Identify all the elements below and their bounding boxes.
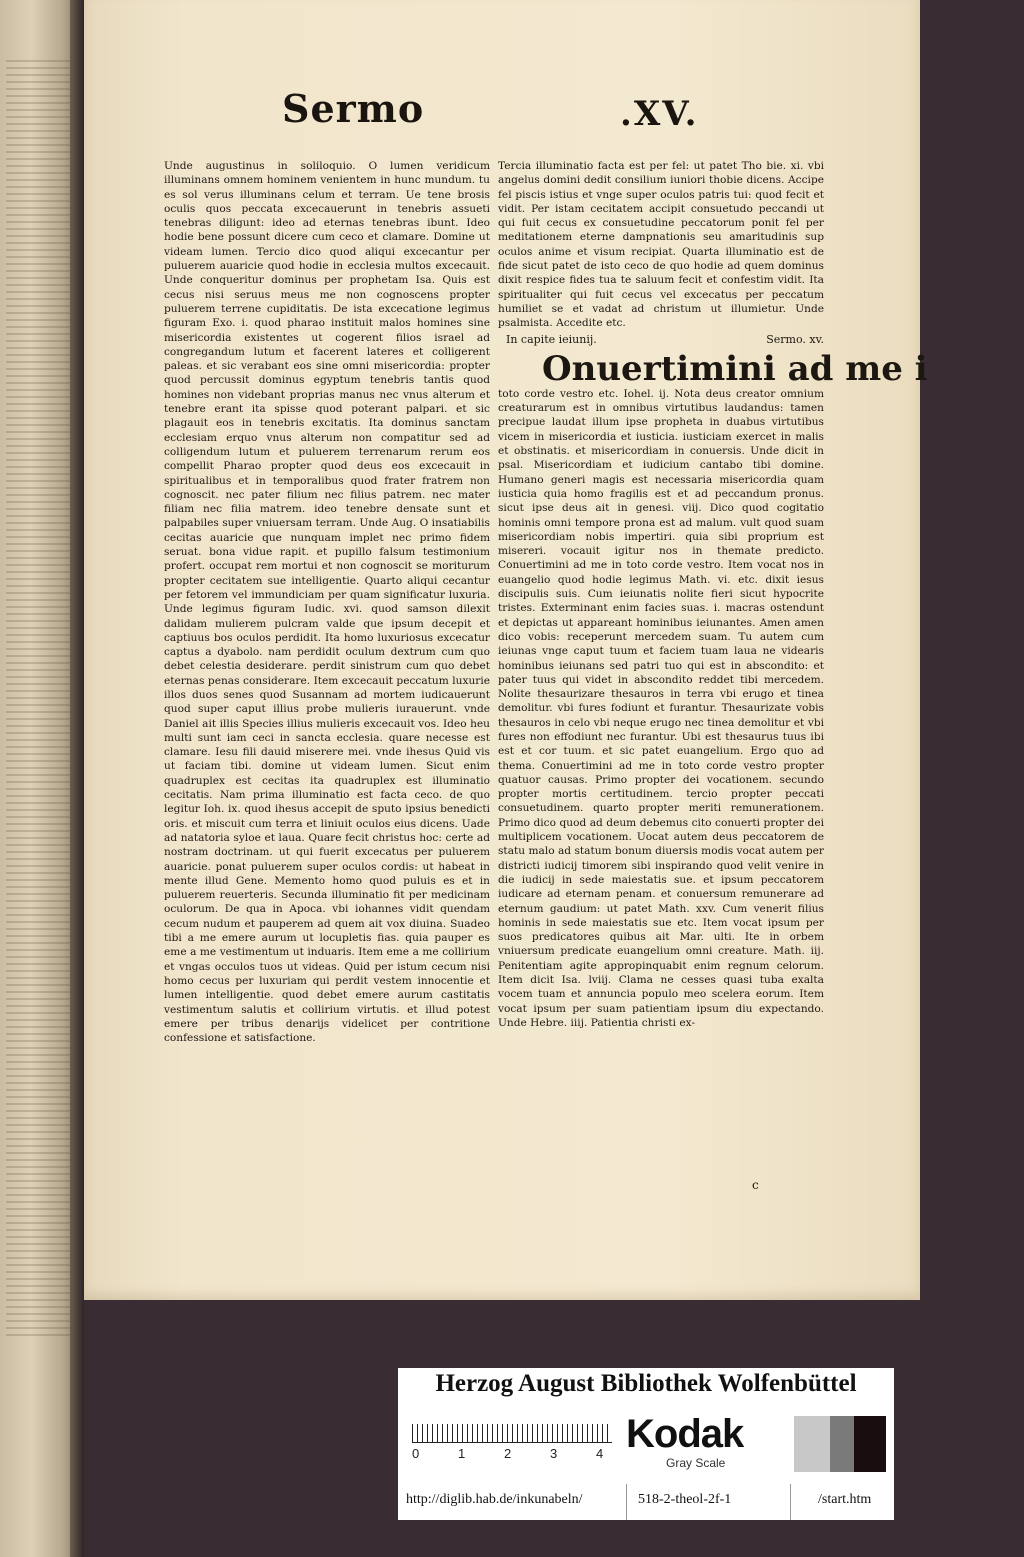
book-gutter xyxy=(70,0,84,1557)
ruler-number: 1 xyxy=(458,1446,466,1461)
ruler-number: 4 xyxy=(596,1446,604,1461)
library-name: Herzog August Bibliothek Wolfenbüttel xyxy=(435,1370,857,1397)
gray-patch-mid xyxy=(830,1416,854,1472)
color-target-card xyxy=(398,1368,894,1520)
sermon-incipit: Onuertimini ad me i xyxy=(542,348,928,389)
scale-ruler xyxy=(412,1414,612,1443)
ruler-number: 0 xyxy=(412,1446,420,1461)
running-head-right: .XV. xyxy=(620,94,699,134)
facing-page-edge xyxy=(0,0,78,1557)
facing-page-text xyxy=(6,60,70,1340)
gray-scale-label: Gray Scale xyxy=(666,1456,726,1470)
divider xyxy=(626,1484,627,1520)
shelfmark: 518-2-theol-2f-1 xyxy=(638,1492,732,1507)
sermon-heading xyxy=(506,333,824,347)
divider xyxy=(790,1484,791,1520)
start-page-path: /start.htm xyxy=(818,1492,872,1507)
sermon-occasion: In capite ieiunij. xyxy=(506,332,597,346)
gray-patch-light xyxy=(794,1416,830,1472)
text-column-left xyxy=(164,159,490,1181)
sermon-number: Sermo. xv. xyxy=(766,332,824,346)
gray-patch-dark xyxy=(854,1416,886,1472)
right-column-body-text: toto corde vestro etc. Iohel. ij. Nota deus creator omnium creaturarum est in omnibus virtutibus laudandus: tamen precipue laudat illum ipse propheta in duabus virtutibus vicem in misericordia et iusticia. iusticiam exercet in malis et obstinatis. et misericordiam in conuersis. Unde dicit in psal. Misericordiam et iudicium cantabo tibi domine. Humano generi magis est necessaria misericordia quam iusticia quia homo fragilis est et ad peccandum pronus. sicut ipse deus ait in genesi. viij. Dico quod cogitatio hominis omni tempore prona est ad malum. vult quod suam misericordiam nobis impertiri. quia sibi proprium est misereri. vocauit igitur nos in themate predicto. Conuertimini ad me in toto corde vestro. Item vocat nos in euangelio quod hodie legimus Math. vi. etc. dixit iesus discipulis suis. Cum ieiunatis nolite fieri sicut hypocrite tristes. Exterminant enim facies suas. i. macras ostendunt et depictas ut appareant hominibus ieiunantes. Amen amen dico vobis: receperunt mercedem suam. Tu autem cum ieiunas vnge caput tuum et faciem tuam laua ne videaris hominibus ieiunans sed patri tuo qui est in abscondito: et pater tuus qui videt in abscondito reddet tibi mercedem. Nolite thesaurizare thesauros in terra vbi erugo et tinea demolitur. vbi fures fodiunt et furantur. Thesaurizate vobis thesauros in celo vbi neque erugo nec tinea demolitur et vbi fures non effodiunt nec furantur. Ubi est thesaurus tuus ibi est et cor tuum. et sic patet euangelium. Ergo quo ad thema. Conuertimini ad me in toto corde vestro propter quatuor causas. Primo propter dei vocationem. secundo propter mortis certitudinem. tercio propter peccati consuetudinem. quarto propter meriti remunerationem. Primo dico quod ad deum debemus cito conuerti propter dei multiplicem vocationem. Uocat autem deus peccatorem de statu malo ad statum bonum diuersis modis vocat autem per districti iudicij timorem sibi inspirando quod velit venire in die iudicij in sede maiestatis sue. et ipsum peccatorem iudicare ad eternam penam. et conuersum remunerare ad eternum gaudium: ut patet Math. xxv. Cum venerit filius hominis in sede maiestatis sue etc. Item vocat ipsum per suos predicatores quibus ait Mar. ulti. Ite in orbem vniuersum predicate euangelium omni creature. Math. iij. Penitentiam agite appropinquabit enim regnum celorum. Item dicit Isa. lviij. Clama ne cesses quasi tuba exalta vocem tuam et annuncia populo meo scelera eorum. Item vocat ipsum per suam patientiam ipsum diu expectando. Unde Hebre. iiij. Patientia christi ex- xyxy=(498,387,824,1029)
running-head-left: Sermo xyxy=(282,86,425,131)
ruler-ticks xyxy=(412,1424,612,1442)
signature-mark: c xyxy=(752,1178,759,1192)
digital-library-url: http://diglib.hab.de/inkunabeln/ xyxy=(406,1492,583,1507)
kodak-logo: Kodak xyxy=(626,1412,744,1456)
text-column-right xyxy=(498,159,928,1181)
right-column-top-text: Tercia illuminatio facta est per fel: ut patet Tho bie. xi. vbi angelus domini dedit consilium iuniori thobie dicens. Accipe fel piscis istius et vnge super oculos patris tui: quod fecit et vidit. Per istam cecitatem accipit consuetudo peccandi ut qui fuit cecus ex consuetudine peccatorum ponit fel per meditationem eterne dampnationis seu amaritudinis sup oculos anime et visum recipiat. Quarta illuminatio est de fide sicut patet de isto ceco de quo hodie ad quem dominus dixit respice fides tua te saluum fecit et confestim vidit. Ita spiritualiter qui fuit cecus vel excecatus per peccatum humiliet se et vadat ad christum ut illumietur. Unde psalmista. Accedite etc. xyxy=(498,160,824,330)
ruler-number: 2 xyxy=(504,1446,512,1461)
ruler-number: 3 xyxy=(550,1446,558,1461)
left-column-text: Unde augustinus in soliloquio. O lumen veridicum illuminans omnem hominem venientem in hunc mundum. tu es sol verus illuminans celum et terram. Ue tene brosis oculis quos peccata excecauerunt in tenebris assueti tenebras diligunt: ideo ad eternas tenebras ibunt. Ideo hodie bene possunt dicere cum ceco et clamare. Domine ut videam lumen. Tercio dico quod aliqui excecantur per puluerem auaricie quod hodie in ecclesia multos excecauit. Unde conqueritur dominus per prophetam Isa. Quis est cecus nisi seruus meus me non cognoscens propter puluerem terrene cupiditatis. De ista excecatione legimus figuram Exo. i. quod pharao instituit malos homines sine misericordia existentes ut cogerent filios israel ad congregandum lutum et facerent lateres et colligerent paleas. et sic verabant eos sine omni misericordia: propter quod percussit dominus egyptum tenebris tantis quod homines non videbant proprias manus nec vnus alterum et tenebre erant ita spisse quod poterant palpari. et sic plagauit eos in tenebris excitatis. Ita dominus sanctam ecclesiam erquo vnus alterum non compatitur sed ad colligendum lutum et puluerem terrenarum rerum eos compellit Pharao propter quod deus eos excecauit in spiritualibus et in temporalibus quod frater fratrem non cognoscit. nec pater filium nec filius patrem. nec mater filiam nec filia matrem. ideo tenebre densate sunt et palpabiles super vniuersam terram. Unde Aug. O insatiabilis cecitas auaricie que nunquam implet nec primo fidem seruat. bona vidue rapit. et pupillo falsum testimonium profert. occupat rem mortui et non cognoscit se moriturum propter cecitatem sue intelligentie. Quarto aliqui cecantur per fetorem vel immundiciam per quam significatur luxuria. Unde legimus figuram Iudic. xvi. quod samson dilexit dalidam mulierem pulcram valde que ipsum decepit et captiuus bos oculos perdidit. Ita homo luxuriosus excecatur captus a dyabolo. nam perdidit oculum dextrum cum quo debet celestia desiderare. perdit sinistrum cum quo debet eternas penas considerare. Item excecauit peccatum luxurie illos duos senes quod Susannam ad mortem iudicauerunt quod super caput illius probe mulieris iurauerunt. vnde Daniel ait illis Species illius mulieris excecauit vos. Ideo heu multi sunt iam ceci in sancta ecclesia. quare necesse est clamare. Iesu fili dauid miserere mei. vnde ihesus Quid vis ut faciam tibi. domine ut videam lumen. Sicut enim quadruplex est cecitas ita quadruplex est illuminatio cecitatis. Nam prima illuminatio est facta ceco. de quo legitur Ioh. ix. quod ihesus accepit de sputo ipsius benedicti oris. et miscuit cum terra et liniuit oculos eius dicens. Uade ad natatoria syloe et laua. Quare fecit christus hoc: certe ad nostram doctrinam. ut qui fuerit excecatus per puluerem auaricie. ponat puluerem super oculos cordis: ut habeat in mente illud Gene. Memento homo quod puluis es et in puluerem reuerteris. Secunda illuminatio fit per medicinam oculorum. De qua in Apoca. vbi iohannes vidit quendam cecum nudum et pauperem ad quem ait vox diuina. Suadeo tibi a me emere aurum ut locupletis fias. quia pauper es eme a me vestimentum ut induaris. Item eme a me collirium et vngas occulos tuos ut videas. Quid per istum cecum nisi homo cecus per luxuriam qui perdit vestem innocentie et lumen intelligentie. quod debet emere aurum castitatis vestimentum salutis et collirium virtutis. et illud potest emere per tribus denarijs videlicet per contritione confessione et satisfactione. xyxy=(164,160,490,1045)
